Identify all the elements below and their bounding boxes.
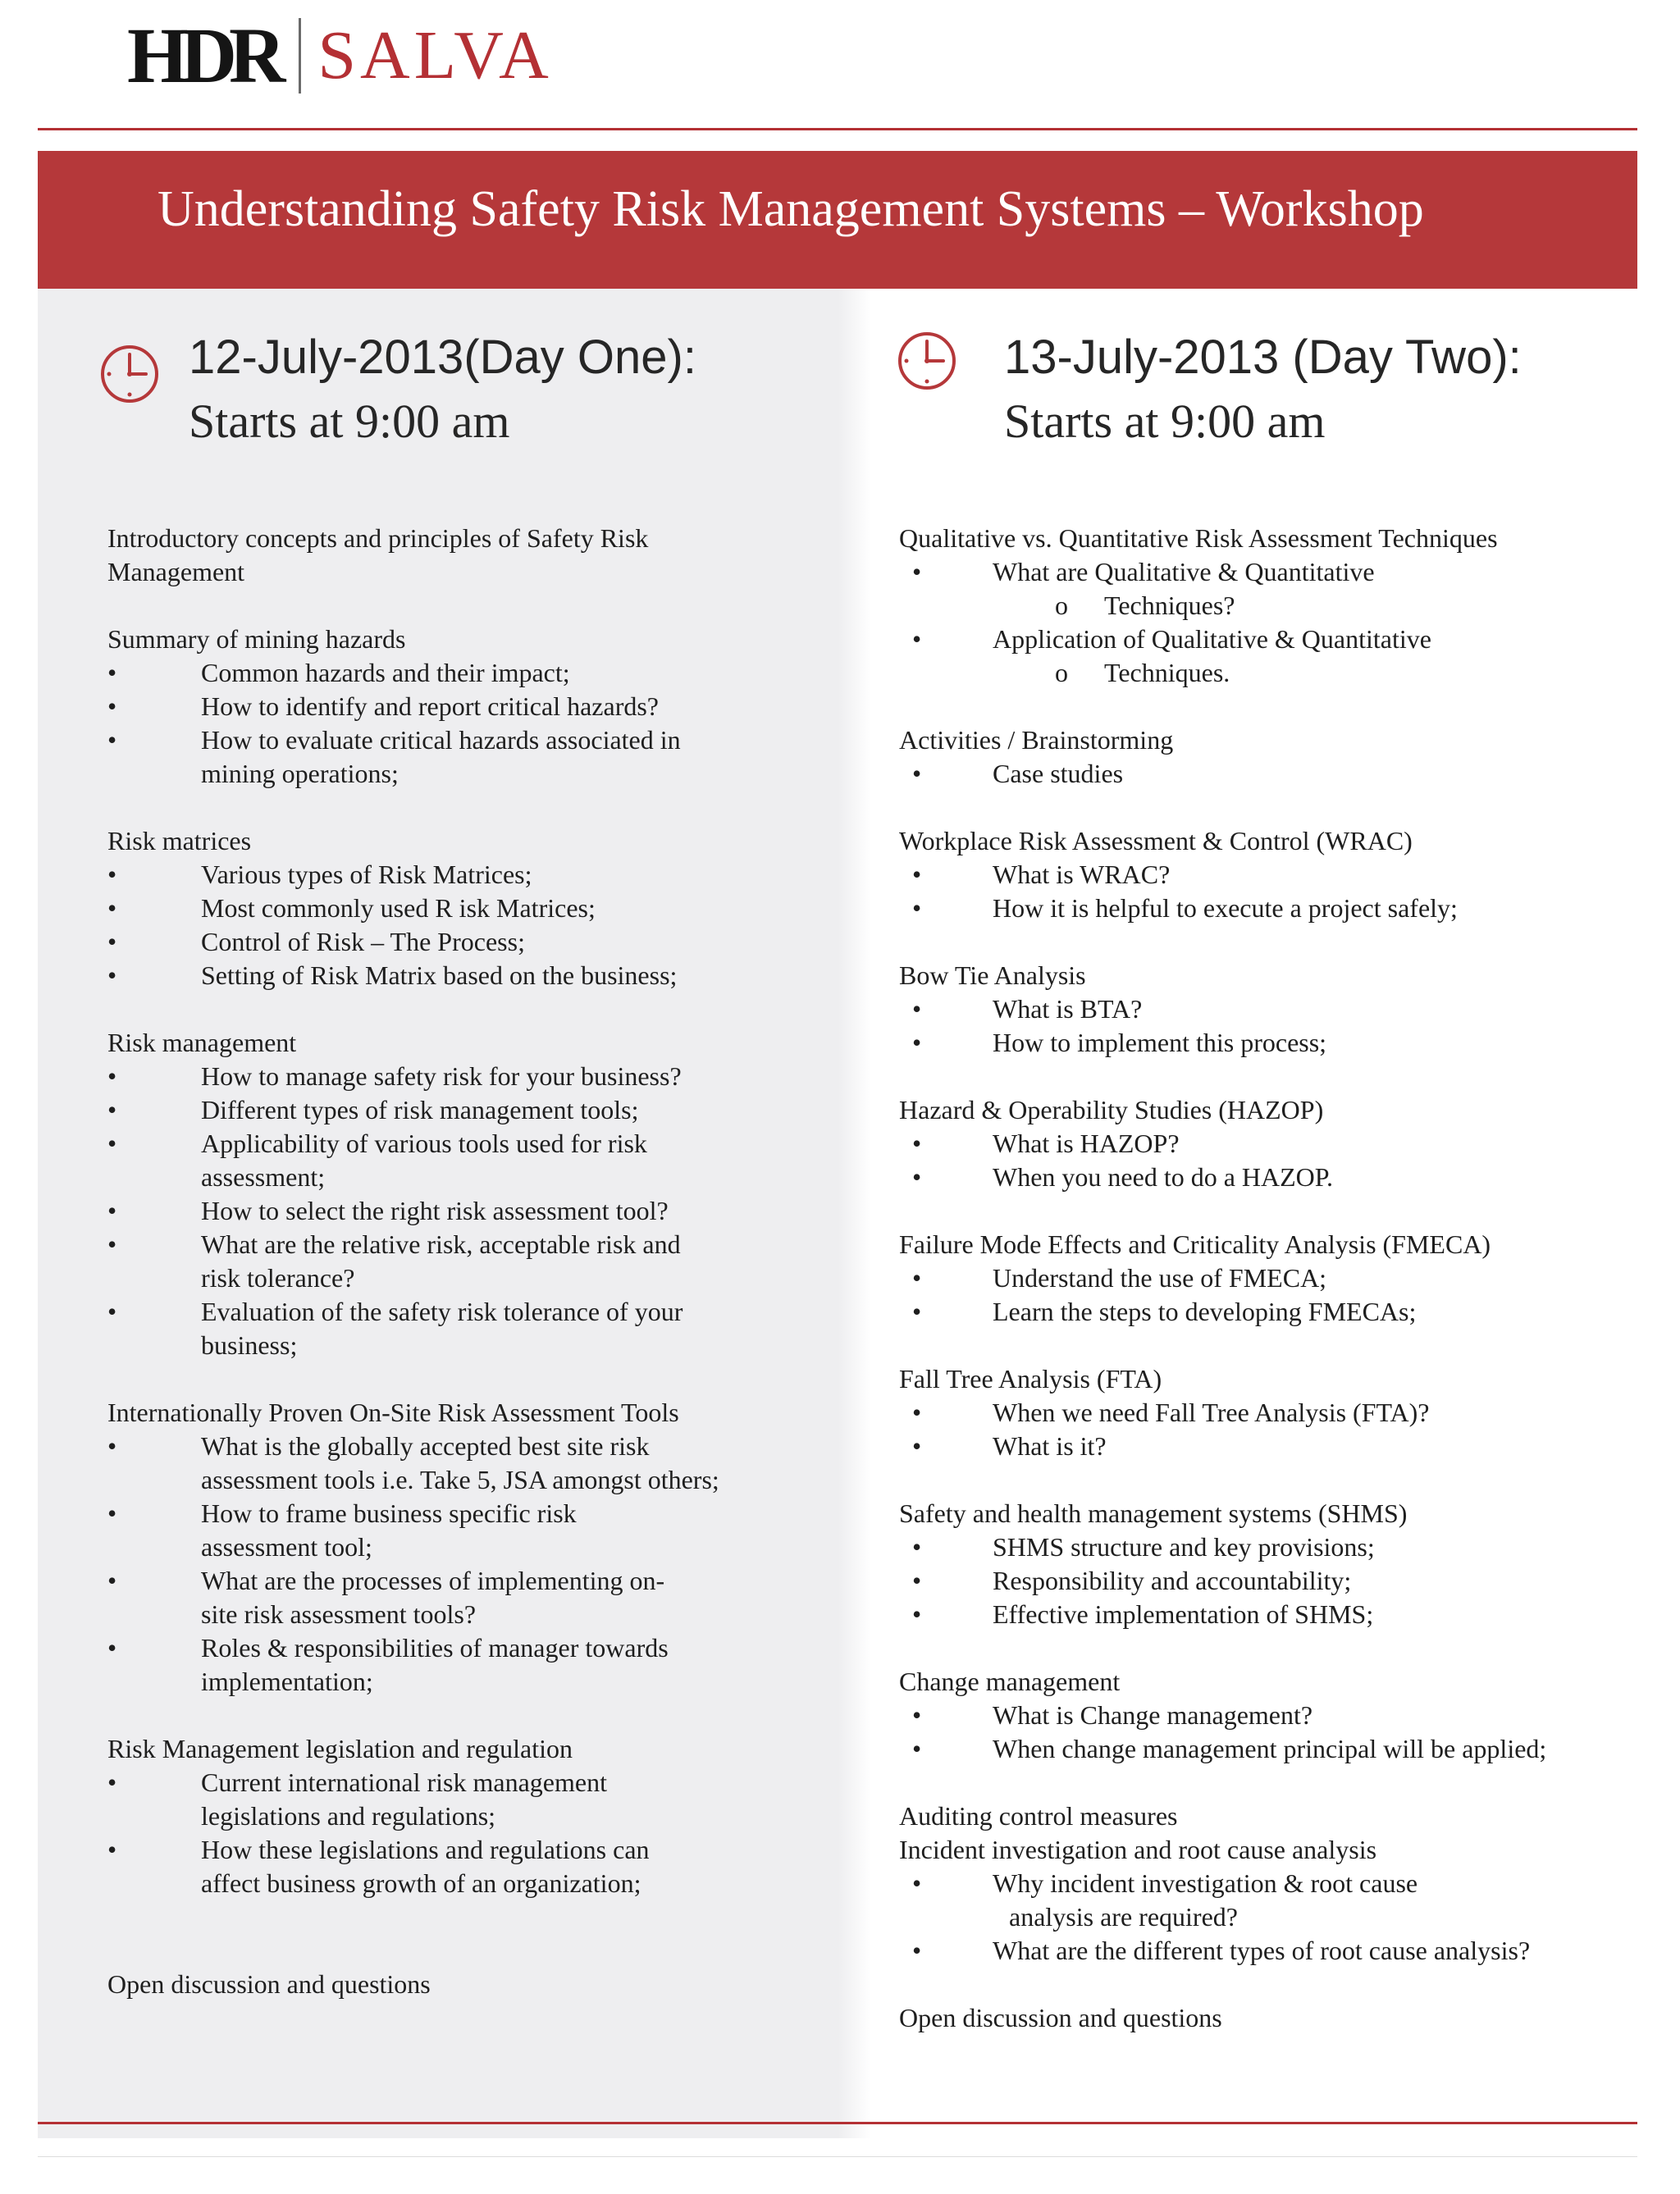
sub-bullet-icon: o: [1055, 591, 1068, 620]
agenda-item: [899, 1732, 1637, 1766]
agenda-item: [107, 892, 829, 925]
section-title: Qualitative vs. Quantitative Risk Assessment Techniques: [899, 523, 1498, 553]
agenda-item-text: Responsibility and accountability;: [993, 1566, 1352, 1595]
agenda-item: [107, 690, 829, 723]
agenda-item: [899, 1295, 1637, 1329]
agenda-section: [107, 1396, 829, 1699]
day-two-title: 13-July-2013 (Day Two):: [1004, 331, 1522, 384]
company-logo: [127, 11, 553, 99]
logo-salva-text: SALVA: [317, 17, 553, 94]
bullet-icon: •: [912, 1431, 922, 1461]
agenda-item-text: affect business growth of an organization;: [201, 1868, 641, 1898]
spacer: [899, 1329, 1637, 1362]
sub-bullet-icon: o: [1055, 658, 1068, 687]
logo-divider: [299, 18, 301, 94]
spacer: [107, 589, 829, 623]
section-title: Activities / Brainstorming: [899, 725, 1174, 755]
bullet-icon: •: [912, 557, 922, 586]
agenda-section: [899, 1665, 1637, 1766]
agenda-item: [899, 623, 1637, 656]
logo-hdr-text: HDR: [127, 11, 278, 99]
spacer: [107, 1362, 829, 1396]
agenda-item: [899, 1564, 1637, 1598]
bullet-icon: •: [107, 1229, 117, 1259]
agenda-section: [899, 824, 1637, 925]
agenda-item-text: legislations and regulations;: [201, 1801, 496, 1831]
section-title: Failure Mode Effects and Criticality Analysis (FMECA): [899, 1229, 1491, 1259]
agenda-item-text: What are Qualitative & Quantitative: [993, 557, 1375, 586]
spacer: [899, 1060, 1637, 1093]
day-one-header: [98, 330, 820, 461]
agenda-item-text: What is the globally accepted best site risk: [201, 1431, 650, 1461]
bullet-icon: •: [107, 927, 117, 956]
section-title: Management: [107, 557, 245, 586]
agenda-item-text: How these legislations and regulations can: [201, 1835, 650, 1864]
bullet-icon: •: [107, 1633, 117, 1663]
bullet-icon: •: [107, 658, 117, 687]
agenda-section: [899, 1799, 1637, 1968]
bullet-icon: •: [107, 860, 117, 889]
bullet-icon: •: [912, 1532, 922, 1562]
agenda-item: [107, 925, 829, 959]
bullet-icon: •: [912, 1566, 922, 1595]
section-title: Fall Tree Analysis (FTA): [899, 1364, 1162, 1393]
agenda-item-text: Why incident investigation & root cause: [993, 1868, 1418, 1898]
agenda-item: [899, 858, 1637, 892]
section-title: Introductory concepts and principles of Safety Risk: [107, 523, 649, 553]
bullet-icon: •: [107, 1498, 117, 1528]
agenda-item: [107, 1127, 829, 1194]
agenda-item-text: Application of Qualitative & Quantitative: [993, 624, 1431, 654]
bullet-icon: •: [107, 1297, 117, 1326]
agenda-subitem-text: Techniques?: [1104, 591, 1235, 620]
section-title: Workplace Risk Assessment & Control (WRAC): [899, 826, 1413, 855]
agenda-item: [107, 1564, 829, 1631]
agenda-item: [107, 1295, 829, 1362]
agenda-subitem-text: Techniques.: [1104, 658, 1230, 687]
agenda-item: [107, 1060, 829, 1093]
agenda-item: [107, 723, 829, 791]
bullet-icon: •: [107, 1431, 117, 1461]
bullet-icon: •: [912, 624, 922, 654]
bullet-icon: •: [912, 1936, 922, 1965]
agenda-item-text: Different types of risk management tools;: [201, 1095, 639, 1124]
agenda-section: [899, 1362, 1637, 1463]
agenda-section: [899, 1497, 1637, 1631]
agenda-item-text: assessment tool;: [201, 1532, 372, 1562]
spacer: [899, 791, 1637, 824]
agenda-item-text: Learn the steps to developing FMECAs;: [993, 1297, 1417, 1326]
bullet-icon: •: [912, 1162, 922, 1192]
agenda-section: [899, 1228, 1637, 1329]
agenda-item: [107, 1766, 829, 1833]
agenda-section: [107, 1026, 829, 1362]
bullet-icon: •: [912, 1599, 922, 1629]
spacer: [899, 925, 1637, 959]
agenda-item-text: How it is helpful to execute a project safely;: [993, 893, 1458, 923]
agenda-item-text: business;: [201, 1330, 298, 1360]
agenda-item: [899, 1161, 1637, 1194]
agenda-item-text: When you need to do a HAZOP.: [993, 1162, 1334, 1192]
agenda-item: [107, 1228, 829, 1295]
footer-rule: [38, 2122, 1637, 2124]
section-title: Change management: [899, 1667, 1121, 1696]
bullet-icon: •: [912, 1700, 922, 1730]
bullet-icon: •: [912, 1868, 922, 1898]
agenda-item-text: Control of Risk – The Process;: [201, 927, 525, 956]
agenda-item-text: Current international risk management: [201, 1768, 607, 1797]
closing-note: Open discussion and questions: [899, 2003, 1222, 2032]
day-one-agenda: [107, 522, 829, 2001]
agenda-item-text: What are the relative risk, acceptable risk and: [201, 1229, 681, 1259]
agenda-item: [107, 1631, 829, 1699]
agenda-item-text: How to frame business specific risk: [201, 1498, 577, 1528]
section-title: Bow Tie Analysis: [899, 960, 1086, 990]
bullet-icon: •: [912, 759, 922, 788]
agenda-item: [107, 1497, 829, 1564]
agenda-item-text: mining operations;: [201, 759, 399, 788]
agenda-item-text: What is BTA?: [993, 994, 1143, 1024]
agenda-item-text: Common hazards and their impact;: [201, 658, 570, 687]
agenda-section: [107, 824, 829, 992]
agenda-item-text: Effective implementation of SHMS;: [993, 1599, 1374, 1629]
section-title: Hazard & Operability Studies (HAZOP): [899, 1095, 1324, 1124]
agenda-item: [899, 1396, 1637, 1430]
section-title: Risk Management legislation and regulation: [107, 1734, 573, 1763]
footer-rule-thin: [38, 2156, 1637, 2157]
bullet-icon: •: [912, 860, 922, 889]
agenda-item-text: How to implement this process;: [993, 1028, 1327, 1057]
agenda-item-text: assessment;: [201, 1162, 326, 1192]
bullet-icon: •: [912, 1028, 922, 1057]
agenda-item-text: When change management principal will be applied;: [993, 1734, 1547, 1763]
agenda-item-text: How to evaluate critical hazards associated in: [201, 725, 681, 755]
section-title: Risk management: [107, 1028, 297, 1057]
bullet-icon: •: [107, 1061, 117, 1091]
agenda-section: [107, 1732, 829, 1900]
section-title: Summary of mining hazards: [107, 624, 406, 654]
bullet-icon: •: [912, 1297, 922, 1326]
agenda-item-text: assessment tools i.e. Take 5, JSA amongst others;: [201, 1465, 719, 1494]
bullet-icon: •: [912, 1263, 922, 1293]
clock-icon: [896, 330, 958, 392]
day-two-start: Starts at 9:00 am: [1004, 395, 1326, 448]
title-banner: [38, 151, 1637, 289]
bullet-icon: •: [107, 1129, 117, 1158]
agenda-item: [899, 1127, 1637, 1161]
section-title: Internationally Proven On-Site Risk Assessment Tools: [107, 1398, 679, 1427]
agenda-item-text: Setting of Risk Matrix based on the business;: [201, 960, 678, 990]
agenda-item: [899, 1934, 1637, 1968]
spacer: [107, 1934, 829, 1968]
agenda-item: [107, 959, 829, 992]
agenda-item-text: How to identify and report critical hazards?: [201, 691, 659, 721]
agenda-item: [107, 1833, 829, 1900]
agenda-section: [899, 959, 1637, 1060]
section-title: Risk matrices: [107, 826, 252, 855]
agenda-section: [899, 723, 1637, 791]
spacer: [107, 1699, 829, 1732]
bullet-icon: •: [107, 691, 117, 721]
agenda-item: [899, 1598, 1637, 1631]
agenda-item-text: What is it?: [993, 1431, 1107, 1461]
agenda-item: [107, 1430, 829, 1497]
day-two-agenda: [899, 522, 1637, 2035]
bullet-icon: •: [107, 960, 117, 990]
agenda-item: [899, 555, 1637, 589]
bullet-icon: •: [107, 893, 117, 923]
agenda-item-text: implementation;: [201, 1667, 373, 1696]
agenda-item-text: What is Change management?: [993, 1700, 1313, 1730]
agenda-item-text: How to manage safety risk for your business?: [201, 1061, 682, 1091]
spacer: [899, 1968, 1637, 2001]
agenda-item-text: SHMS structure and key provisions;: [993, 1532, 1375, 1562]
agenda-item-text: Case studies: [993, 759, 1124, 788]
agenda-item: [107, 656, 829, 690]
bullet-icon: •: [107, 1768, 117, 1797]
day-one-title: 12-July-2013(Day One):: [189, 331, 696, 384]
agenda-section: [899, 522, 1637, 690]
agenda-item-text: When we need Fall Tree Analysis (FTA)?: [993, 1398, 1430, 1427]
agenda-item: [899, 892, 1637, 925]
agenda-item-text: Roles & responsibilities of manager towards: [201, 1633, 669, 1663]
bullet-icon: •: [912, 1129, 922, 1158]
agenda-item: [899, 1026, 1637, 1060]
agenda-item: [899, 1867, 1637, 1900]
panel-shadow: [838, 289, 871, 2138]
bullet-icon: •: [912, 994, 922, 1024]
bullet-icon: •: [912, 893, 922, 923]
bullet-icon: •: [107, 1095, 117, 1124]
agenda-section: [107, 623, 829, 791]
clock-icon: [98, 343, 161, 405]
section-title: Safety and health management systems (SHMS): [899, 1498, 1408, 1528]
agenda-item: [107, 1093, 829, 1127]
agenda-item-text: What are the different types of root cause analysis?: [993, 1936, 1531, 1965]
agenda-subitem: [899, 656, 1637, 690]
bullet-icon: •: [912, 1734, 922, 1763]
agenda-item-text: How to select the right risk assessment tool?: [201, 1196, 669, 1225]
agenda-item: [899, 992, 1637, 1026]
agenda-item: [899, 1261, 1637, 1295]
agenda-item-text: What is WRAC?: [993, 860, 1171, 889]
agenda-item: [899, 1430, 1637, 1463]
bullet-icon: •: [107, 725, 117, 755]
agenda-section: [107, 522, 829, 589]
agenda-item-text: risk tolerance?: [201, 1263, 355, 1293]
agenda-item-text: analysis are required?: [1009, 1902, 1238, 1932]
agenda-item: [899, 1699, 1637, 1732]
agenda-item: [107, 1194, 829, 1228]
agenda-item-text: site risk assessment tools?: [201, 1599, 477, 1629]
spacer: [107, 1900, 829, 1934]
spacer: [899, 1194, 1637, 1228]
agenda-subitem: [899, 589, 1637, 623]
agenda-item: [899, 757, 1637, 791]
agenda-item-text: Applicability of various tools used for risk: [201, 1129, 647, 1158]
day-one-start: Starts at 9:00 am: [189, 395, 510, 448]
agenda-item-text: What are the processes of implementing on-: [201, 1566, 665, 1595]
agenda-item-text: Various types of Risk Matrices;: [201, 860, 532, 889]
closing-note: Open discussion and questions: [107, 1969, 431, 1999]
day-two-header: [896, 330, 1634, 461]
spacer: [107, 992, 829, 1026]
bullet-icon: •: [107, 1835, 117, 1864]
agenda-section: [899, 1093, 1637, 1194]
bullet-icon: •: [912, 1398, 922, 1427]
agenda-item-text: Understand the use of FMECA;: [993, 1263, 1327, 1293]
agenda-item: [899, 1530, 1637, 1564]
agenda-item-text: Evaluation of the safety risk tolerance of your: [201, 1297, 683, 1326]
spacer: [899, 1463, 1637, 1497]
spacer: [899, 690, 1637, 723]
page-title: Understanding Safety Risk Management Systems – Workshop: [158, 181, 1424, 237]
agenda-item: [107, 858, 829, 892]
bullet-icon: •: [107, 1566, 117, 1595]
spacer: [899, 1766, 1637, 1799]
agenda-item-text: Most commonly used R isk Matrices;: [201, 893, 596, 923]
header-rule: [38, 128, 1637, 130]
bullet-icon: •: [107, 1196, 117, 1225]
section-title: Auditing control measures: [899, 1801, 1178, 1831]
agenda-item-text: What is HAZOP?: [993, 1129, 1180, 1158]
spacer: [899, 1631, 1637, 1665]
section-title: Incident investigation and root cause analysis: [899, 1835, 1377, 1864]
spacer: [107, 791, 829, 824]
